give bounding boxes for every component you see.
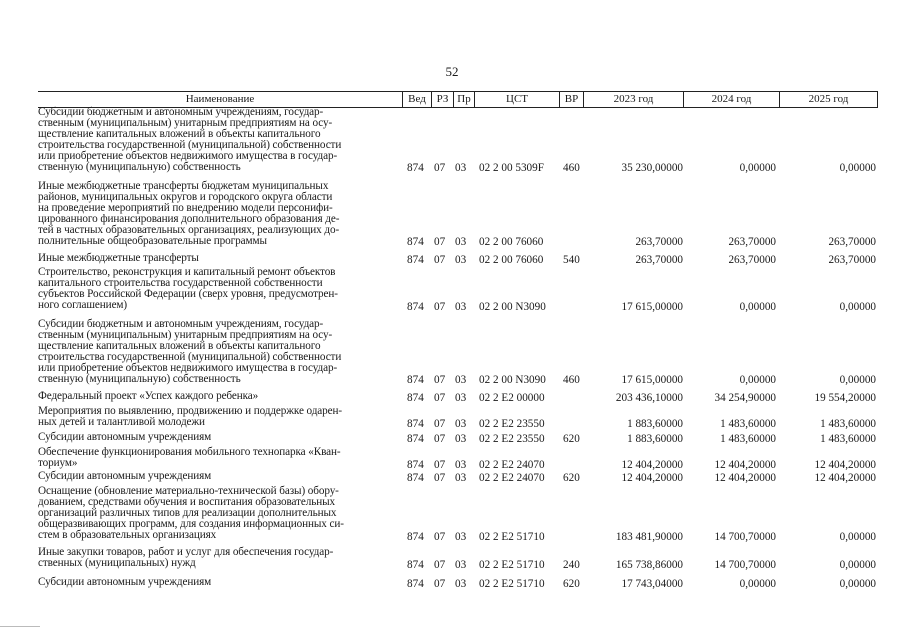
cell-ved: 874 — [407, 162, 424, 175]
row-name-line: Субсидии автономным учреждениям — [38, 470, 212, 482]
cell-2025: 19 554,20000 — [814, 391, 876, 404]
row-name-line: Федеральный проект «Успех каждого ребенка» — [38, 390, 259, 402]
row-name — [38, 107, 400, 172]
cell-pr: 03 — [455, 391, 467, 404]
cell-pr: 03 — [455, 417, 467, 430]
header-2025: 2025 год — [779, 92, 878, 107]
row-name-line: ственным (муниципальным) унитарным предприятиям на осу- — [38, 116, 333, 129]
cell-pr: 03 — [455, 458, 467, 471]
row-name-line: ществление капитальных вложений в объекты капитального — [38, 127, 321, 140]
row-name-line: Субсидии автономным учреждениям — [38, 576, 212, 588]
table-row — [38, 181, 888, 248]
cell-2023: 35 230,00000 — [621, 162, 683, 175]
cell-2024: 14 700,70000 — [714, 530, 776, 543]
cell-ved: 874 — [407, 236, 424, 249]
page-edge-mark — [0, 626, 40, 627]
table-row — [38, 319, 888, 386]
cell-rz: 07 — [434, 236, 446, 249]
cell-2023: 203 436,10000 — [615, 391, 683, 404]
cell-cst: 02 2 E2 23550 — [479, 432, 545, 445]
cell-ved: 874 — [407, 391, 424, 404]
row-name-line: стем в образовательных организациях — [38, 528, 217, 541]
cell-2024: 0,00000 — [739, 577, 776, 590]
cell-2024: 263,70000 — [728, 253, 776, 266]
row-name — [38, 447, 400, 469]
cell-ved: 874 — [407, 253, 424, 266]
cell-2023: 263,70000 — [635, 253, 683, 266]
cell-cst: 02 2 00 76060 — [479, 236, 544, 249]
cell-vr: 620 — [563, 577, 580, 590]
row-name — [38, 547, 400, 569]
cell-cst: 02 2 00 5309F — [479, 162, 544, 175]
cell-2023: 17 743,04000 — [621, 577, 683, 590]
cell-rz: 07 — [434, 432, 446, 445]
header-vr: ВР — [559, 92, 583, 107]
cell-pr: 03 — [455, 471, 467, 484]
cell-2023: 263,70000 — [635, 236, 683, 249]
cell-2024: 0,00000 — [739, 374, 776, 387]
cell-pr: 03 — [455, 162, 467, 175]
cell-2024: 12 404,20000 — [714, 458, 776, 471]
cell-2025: 0,00000 — [839, 162, 876, 175]
cell-2023: 12 404,20000 — [621, 471, 683, 484]
cell-vr: 240 — [563, 558, 580, 571]
cell-2025: 0,00000 — [839, 577, 876, 590]
row-name — [38, 432, 400, 443]
cell-cst: 02 2 E2 51710 — [479, 558, 545, 571]
row-name-line: Оснащение (обновление материально-технической базы) обору- — [38, 485, 339, 497]
cell-cst: 02 2 E2 24070 — [479, 471, 545, 484]
header-name: Наименование — [185, 93, 255, 105]
row-name — [38, 577, 400, 588]
row-name-line: субъектов Российской Федерации (сверх уровня, предусмотрен- — [38, 287, 338, 300]
header-rz: РЗ — [431, 92, 453, 107]
cell-2024: 34 254,90000 — [714, 391, 776, 404]
table-row — [38, 577, 888, 590]
row-name-line: Субсидии автономным учреждениям — [38, 431, 212, 443]
cell-2025: 1 483,60000 — [820, 417, 876, 430]
cell-2025: 0,00000 — [839, 530, 876, 543]
row-name-line: Обеспечение функционирования мобильного технопарка «Кван- — [38, 446, 341, 458]
cell-2025: 0,00000 — [839, 558, 876, 571]
row-name — [38, 391, 400, 402]
cell-rz: 07 — [434, 458, 446, 471]
cell-2025: 0,00000 — [839, 374, 876, 387]
table-row — [38, 253, 888, 266]
cell-2023: 1 883,60000 — [627, 432, 683, 445]
cell-2024: 0,00000 — [739, 162, 776, 175]
table-row — [38, 391, 888, 404]
row-name-line: полнительные общеобразовательные программы — [38, 234, 267, 247]
row-name-line: Строительство, реконструкция и капитальный ремонт объектов — [38, 266, 336, 278]
row-name — [38, 267, 400, 311]
cell-pr: 03 — [455, 530, 467, 543]
row-name — [38, 406, 400, 428]
cell-pr: 03 — [455, 236, 467, 249]
cell-rz: 07 — [434, 558, 446, 571]
cell-pr: 03 — [455, 577, 467, 590]
row-name — [38, 471, 400, 482]
cell-pr: 03 — [455, 374, 467, 387]
row-name-line: ственную (муниципальную) собственность — [38, 160, 241, 173]
cell-cst: 02 2 E2 24070 — [479, 458, 545, 471]
row-name — [38, 319, 400, 384]
cell-cst: 02 2 00 N3090 — [479, 300, 546, 313]
cell-cst: 02 2 E2 51710 — [479, 577, 545, 590]
cell-2025: 1 483,60000 — [820, 432, 876, 445]
cell-ved: 874 — [407, 558, 424, 571]
row-name-line: Мероприятия по выявлению, продвижению и поддержке одарен- — [38, 405, 343, 417]
cell-2023: 17 615,00000 — [621, 374, 683, 387]
cell-pr: 03 — [455, 253, 467, 266]
cell-rz: 07 — [434, 300, 446, 313]
cell-2025: 263,70000 — [828, 236, 876, 249]
cell-ved: 874 — [407, 530, 424, 543]
cell-vr: 620 — [563, 471, 580, 484]
cell-rz: 07 — [434, 162, 446, 175]
header-2024: 2024 год — [683, 92, 779, 107]
row-name-line: Иные закупки товаров, работ и услуг для обеспечения государ- — [38, 546, 334, 558]
row-name-line: или приобретение объектов недвижимого имущества в государ- — [38, 149, 338, 162]
cell-2024: 0,00000 — [739, 300, 776, 313]
row-name-line: организаций различных типов для реализации дополнительных — [38, 506, 337, 519]
row-name-line: общеразвивающих программ, для создания информационных си- — [38, 517, 344, 530]
row-name-line: ственных (муниципальных) нужд — [38, 556, 196, 569]
cell-ved: 874 — [407, 471, 424, 484]
table-row — [38, 406, 888, 430]
row-name-line: строительства государственной (муниципальной) собственности — [38, 350, 342, 363]
cell-vr: 540 — [563, 253, 580, 266]
cell-rz: 07 — [434, 530, 446, 543]
cell-2023: 17 615,00000 — [621, 300, 683, 313]
row-name-line: Иные межбюджетные трансферты — [38, 252, 199, 264]
table-row — [38, 267, 888, 313]
row-name-line: на проведение мероприятий по внедрению модели персонифи- — [38, 201, 333, 214]
cell-vr: 620 — [563, 432, 580, 445]
cell-rz: 07 — [434, 577, 446, 590]
table-row — [38, 471, 888, 484]
cell-ved: 874 — [407, 300, 424, 313]
row-name-line: цированного финансирования дополнительного образования де- — [38, 212, 340, 225]
row-name-line: районов, муниципальных округов и городского округа области — [38, 190, 333, 203]
cell-2024: 1 483,60000 — [720, 432, 776, 445]
cell-cst: 02 2 00 N3090 — [479, 374, 546, 387]
cell-2025: 263,70000 — [828, 253, 876, 266]
row-name-line: ственным (муниципальным) унитарным предприятиям на осу- — [38, 328, 333, 341]
cell-ved: 874 — [407, 417, 424, 430]
cell-2023: 1 883,60000 — [627, 417, 683, 430]
cell-2023: 183 481,90000 — [615, 530, 683, 543]
table-row — [38, 107, 888, 174]
header-ved: Вед — [402, 92, 431, 107]
cell-vr: 460 — [563, 162, 580, 175]
cell-cst: 02 2 E2 23550 — [479, 417, 545, 430]
cell-pr: 03 — [455, 300, 467, 313]
cell-rz: 07 — [434, 374, 446, 387]
cell-2024: 12 404,20000 — [714, 471, 776, 484]
row-name — [38, 486, 400, 541]
cell-2023: 165 738,86000 — [615, 558, 683, 571]
cell-pr: 03 — [455, 558, 467, 571]
row-name-line: ществление капитальных вложений в объекты капитального — [38, 339, 321, 352]
cell-2025: 12 404,20000 — [814, 471, 876, 484]
row-name-line: дованием, средствами обучения и воспитания образовательных — [38, 495, 335, 508]
header-pr: Пр — [453, 92, 474, 107]
cell-2024: 14 700,70000 — [714, 558, 776, 571]
cell-2025: 0,00000 — [839, 300, 876, 313]
row-name-line: Субсидии бюджетным и автономным учреждениям, государ- — [38, 318, 324, 330]
cell-vr: 460 — [563, 374, 580, 387]
header-cst: ЦСТ — [474, 92, 559, 107]
cell-rz: 07 — [434, 391, 446, 404]
row-name-line: ственную (муниципальную) собственность — [38, 372, 241, 385]
cell-ved: 874 — [407, 374, 424, 387]
row-name-line: ториум» — [38, 456, 78, 469]
cell-2025: 12 404,20000 — [814, 458, 876, 471]
cell-cst: 02 2 E2 51710 — [479, 530, 545, 543]
row-name-line: тей в частных образовательных организациях, реализующих до- — [38, 223, 340, 236]
cell-ved: 874 — [407, 577, 424, 590]
page-number: 52 — [445, 64, 459, 79]
cell-cst: 02 2 E2 00000 — [479, 391, 545, 404]
cell-cst: 02 2 00 76060 — [479, 253, 544, 266]
row-name-line: капитального строительства государственной собственности — [38, 276, 323, 289]
row-name-line: Субсидии бюджетным и автономным учреждениям, государ- — [38, 106, 324, 118]
row-name-line: или приобретение объектов недвижимого имущества в государ- — [38, 361, 338, 374]
row-name-line: ных детей и талантливой молодежи — [38, 415, 205, 428]
table-row — [38, 547, 888, 571]
row-name — [38, 181, 400, 246]
table-row — [38, 447, 888, 471]
row-name — [38, 253, 400, 264]
table-row — [38, 432, 888, 445]
cell-2023: 12 404,20000 — [621, 458, 683, 471]
cell-rz: 07 — [434, 253, 446, 266]
row-name-line: Иные межбюджетные трансферты бюджетам муниципальных — [38, 180, 329, 192]
cell-2024: 263,70000 — [728, 236, 776, 249]
cell-pr: 03 — [455, 432, 467, 445]
cell-rz: 07 — [434, 417, 446, 430]
cell-ved: 874 — [407, 458, 424, 471]
cell-rz: 07 — [434, 471, 446, 484]
row-name-line: строительства государственной (муниципальной) собственности — [38, 138, 342, 151]
cell-2024: 1 483,60000 — [720, 417, 776, 430]
header-2023: 2023 год — [583, 92, 683, 107]
row-name-line: ного соглашением) — [38, 298, 128, 311]
table-row — [38, 486, 888, 543]
cell-ved: 874 — [407, 432, 424, 445]
